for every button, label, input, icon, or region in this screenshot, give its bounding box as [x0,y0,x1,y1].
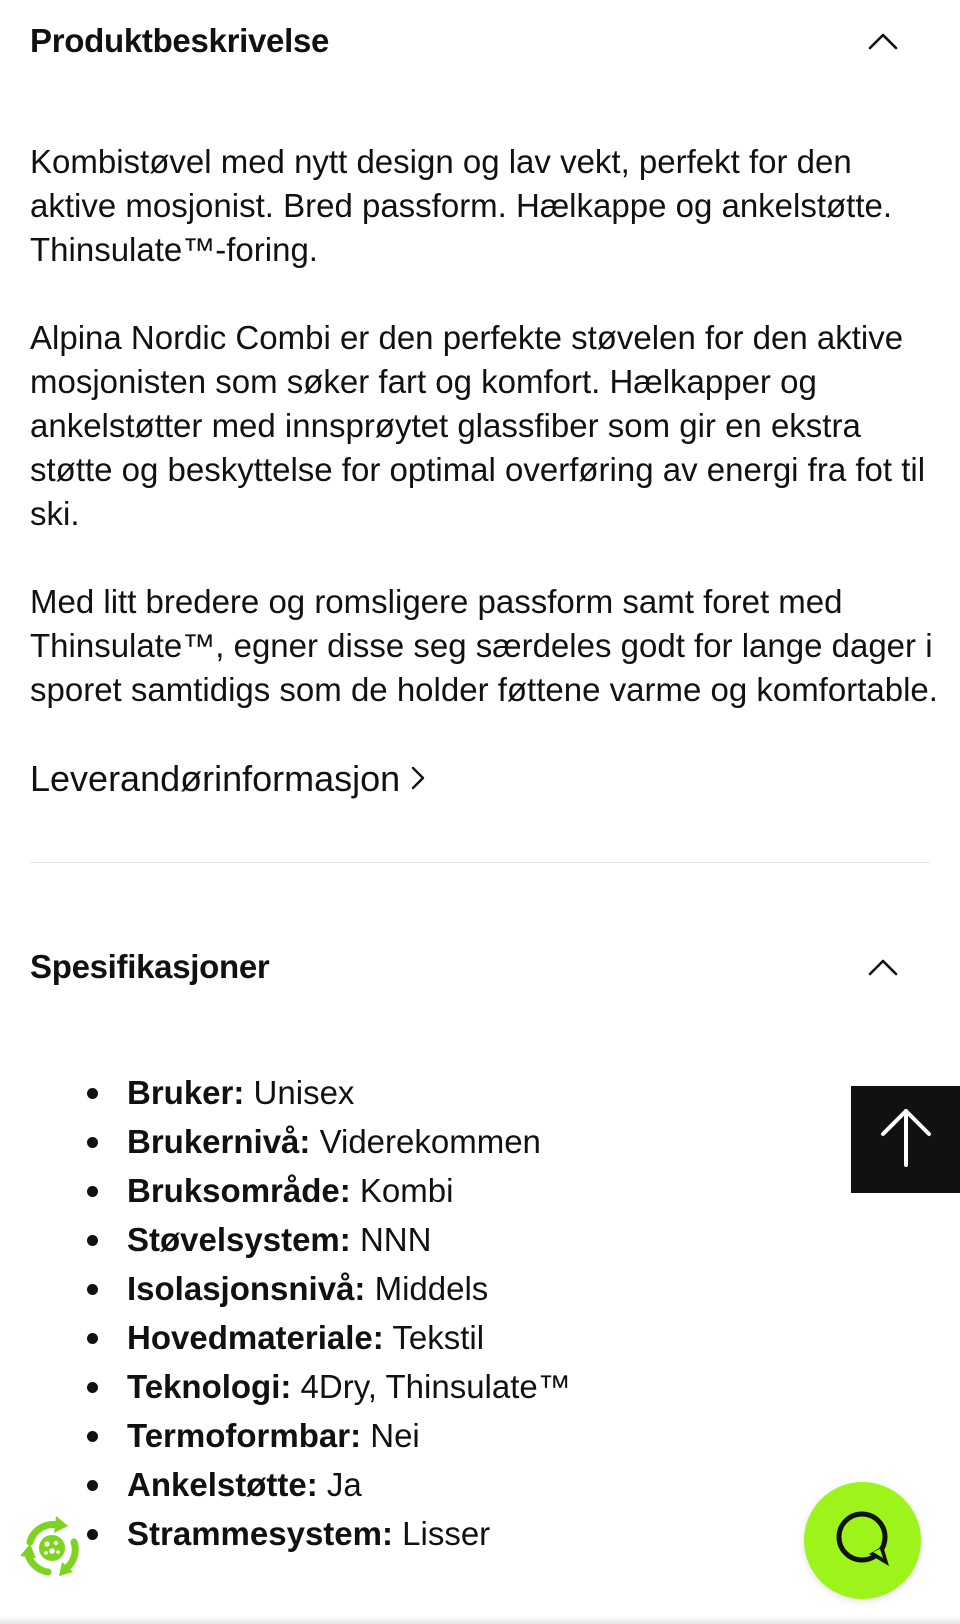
description-section-title: Produktbeskrivelse [30,22,330,59]
spec-label: Termoformbar: [127,1417,362,1454]
spec-item [0,1215,571,1264]
spec-item [0,1068,571,1117]
spec-label: Isolasjonsnivå: [127,1270,366,1307]
chevron-up-icon[interactable] [866,24,900,58]
spec-value: Tekstil [392,1319,485,1356]
chat-button[interactable] [804,1482,921,1599]
chevron-up-icon[interactable] [866,950,900,984]
specs-section-title: Spesifikasjoner [30,948,270,985]
bullet [87,1284,98,1295]
bullet [87,1529,98,1540]
bullet [87,1431,98,1442]
spec-value: Kombi [359,1172,454,1209]
bullet [87,1137,98,1148]
spec-label: Hovedmateriale: [127,1319,384,1356]
bullet [87,1480,98,1491]
description-paragraph: Alpina Nordic Combi er den perfekte støvelen for den aktive mosjonisten som søker fart og komfort. Hælkapper og ankelstøtter med innsprøytet glassfiber som gir en ekstra støtte og beskyttelse for optimal overføring av energi fra fot til ski. [30,319,926,532]
spec-value: Viderekommen [319,1123,541,1160]
spec-label: Bruksområde: [127,1172,351,1209]
spec-label: Strammesystem: [127,1515,393,1552]
scroll-to-top-button[interactable] [851,1086,960,1193]
supplier-info-label: Leverandørinformasjon [30,758,401,799]
spec-item [0,1166,571,1215]
bullet [87,1088,98,1099]
description-paragraph: Med litt bredere og romsligere passform samt foret med Thinsulate™, egner disse seg særdeles godt for lange dager i sporet samtidigs som de holder føttene varme og komfortable. [30,583,938,708]
spec-value: Middels [374,1270,489,1307]
spec-label: Bruker: [127,1074,245,1111]
spec-value: Lisser [402,1515,491,1552]
spec-value: Ja [326,1466,362,1503]
spec-item [0,1411,571,1460]
bullet [87,1382,98,1393]
spec-value: 4Dry, Thinsulate™ [300,1368,571,1405]
description-section-header[interactable] [30,22,900,60]
spec-item [0,1264,571,1313]
section-divider [30,862,930,863]
spec-value: Nei [370,1417,420,1454]
spec-value: NNN [359,1221,432,1258]
recycle-badge-icon [16,1571,88,1588]
spec-item [0,1362,571,1411]
bullet [87,1235,98,1246]
arrow-up-icon [878,1105,934,1174]
spec-label: Ankelstøtte: [127,1466,318,1503]
spec-value: Unisex [253,1074,355,1111]
bullet [87,1333,98,1344]
specs-section-header[interactable] [30,948,900,986]
spec-label: Brukernivå: [127,1123,311,1160]
specs-list [0,1068,571,1558]
chevron-right-icon [410,758,426,800]
bullet [87,1186,98,1197]
bottom-edge [0,1616,960,1624]
supplier-info-link[interactable] [30,758,426,800]
spec-label: Støvelsystem: [127,1221,351,1258]
product-description [30,140,940,712]
recycle-badge[interactable] [16,1512,88,1584]
spec-item [0,1460,571,1509]
description-paragraph: Kombistøvel med nytt design og lav vekt, perfekt for den aktive mosjonist. Bred passform. Hælkappe og ankelstøtte. Thinsulate™-foring. [30,143,893,268]
spec-item [0,1117,571,1166]
chat-bubble-icon [831,1506,895,1575]
spec-item [0,1313,571,1362]
spec-label: Teknologi: [127,1368,292,1405]
